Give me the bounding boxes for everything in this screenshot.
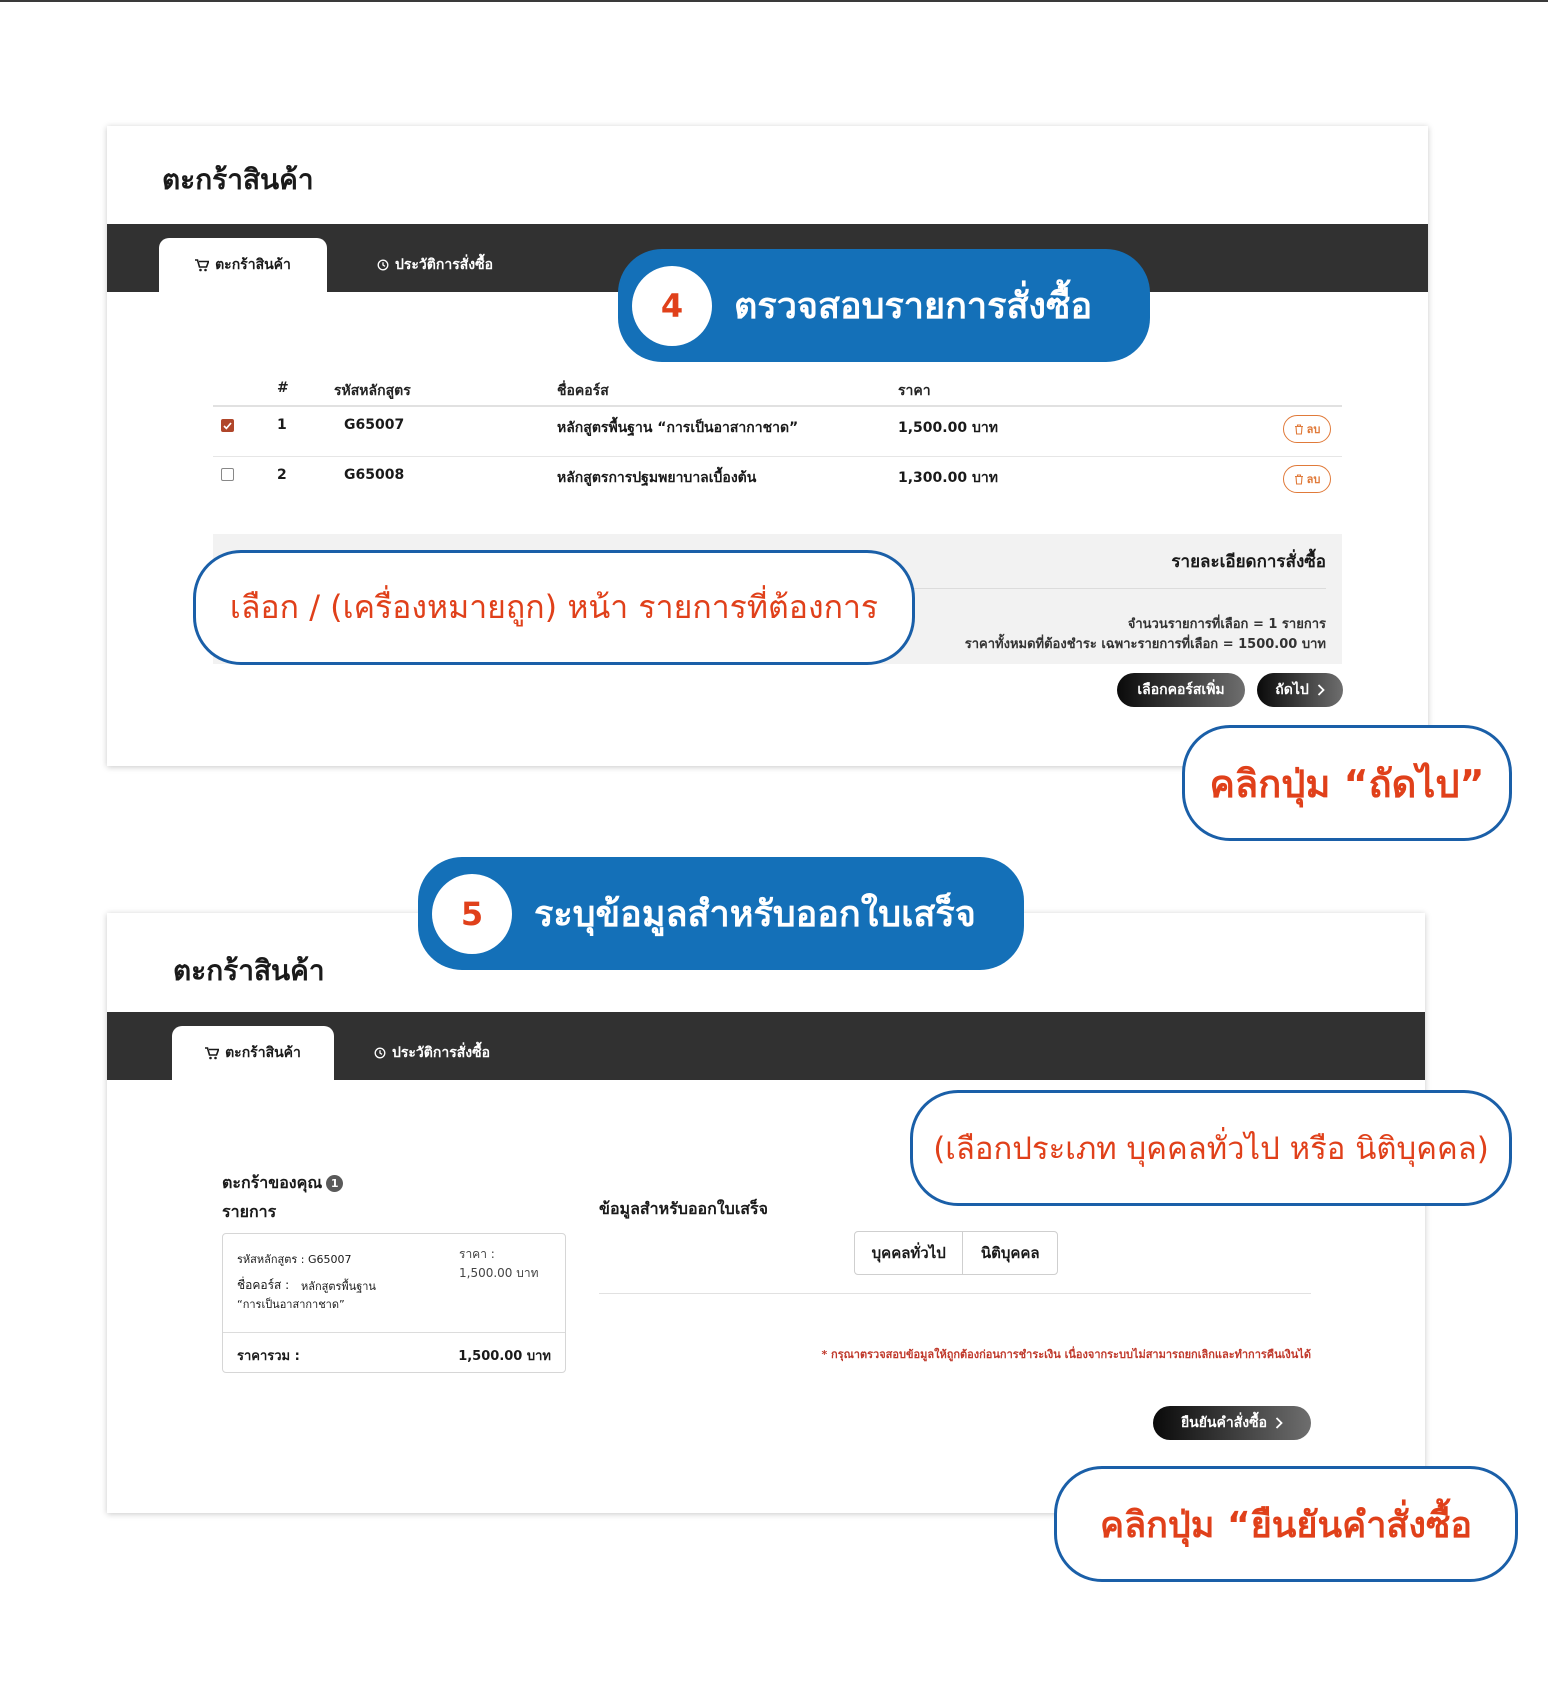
tab-history[interactable] — [365, 238, 505, 292]
step4-label: ตรวจสอบรายการสั่งซื้อ — [734, 286, 1093, 327]
chevron-right-icon — [1317, 684, 1325, 696]
delete-button[interactable] — [1283, 465, 1331, 493]
tab-history[interactable] — [367, 1026, 497, 1080]
history-icon — [374, 1047, 386, 1059]
cart-panel-step5 — [107, 913, 1425, 1513]
next-button[interactable] — [1257, 673, 1343, 707]
total-label: ราคารวม : — [237, 1349, 300, 1364]
summary-divider — [913, 588, 1326, 589]
receipt-type-toggle — [854, 1231, 1058, 1275]
row-course-name: หลักสูตรพื้นฐาน “การเป็นอาสากาชาด” — [557, 420, 799, 436]
cart-count-badge: 1 — [326, 1175, 343, 1192]
receipt-divider — [599, 1293, 1311, 1294]
cart-item-card — [222, 1233, 566, 1373]
row-index: 2 — [277, 467, 287, 483]
check-icon — [223, 422, 232, 430]
add-more-courses-button[interactable] — [1117, 673, 1245, 707]
select-item-callout: เลือก / (เครื่องหมายถูก) หน้า รายการที่ต้องการ — [193, 550, 915, 665]
row-divider — [213, 456, 1342, 457]
confirm-label: ยืนยันคำสั่งซื้อ — [1180, 1415, 1268, 1431]
tab-bar — [107, 1012, 1425, 1080]
tab-cart-label: ตะกร้าสินค้า — [215, 257, 291, 273]
item-price-value: 1,500.00 บาท — [459, 1266, 539, 1280]
cart-icon — [195, 259, 209, 272]
page-title: ตะกร้าสินค้า — [173, 954, 325, 987]
selected-total: ราคาทั้งหมดที่ต้องชำระ เฉพาะรายการที่เลือก = 1500.00 บาท — [964, 637, 1326, 652]
tab-cart[interactable] — [159, 238, 327, 292]
item-name-value-line1: หลักสูตรพื้นฐาน — [301, 1280, 376, 1293]
receipt-type-callout: (เลือกประเภท บุคคลทั่วไป หรือ นิติบุคคล) — [910, 1090, 1512, 1206]
option-individual[interactable]: บุคคลทั่วไป — [871, 1244, 946, 1262]
step5-label: ระบุข้อมูลสำหรับออกใบเสร็จ — [534, 894, 976, 935]
next-label: ถัดไป — [1275, 682, 1309, 698]
history-icon — [377, 259, 389, 271]
chevron-right-icon — [1275, 1417, 1283, 1429]
summary-title: รายละเอียดการสั่งซื้อ — [1171, 552, 1326, 572]
confirm-order-button[interactable] — [1153, 1406, 1311, 1440]
row-index: 1 — [277, 417, 287, 433]
tab-cart-label: ตะกร้าสินค้า — [225, 1045, 301, 1061]
warning-text: * กรุณาตรวจสอบข้อมูลให้ถูกต้องก่อนการชำระเงิน เนื่องจากระบบไม่สามารถยกเลิกและทำการคืนเงินได้ — [821, 1348, 1311, 1361]
add-more-label: เลือกคอร์สเพิ่ม — [1137, 682, 1225, 698]
trash-icon — [1294, 474, 1304, 485]
trash-icon — [1294, 424, 1304, 435]
card-divider — [223, 1332, 565, 1333]
row-price: 1,500.00 บาท — [898, 420, 998, 436]
click-confirm-callout: คลิกปุ่ม “ยืนยันคำสั่งซื้อ — [1054, 1466, 1518, 1582]
step4-callout — [618, 249, 1150, 362]
delete-label: ลบ — [1306, 423, 1321, 436]
page-title: ตะกร้าสินค้า — [162, 163, 314, 196]
row-checkbox-unchecked[interactable] — [221, 468, 234, 481]
selected-count: จำนวนรายการที่เลือก = 1 รายการ — [1127, 617, 1326, 632]
row-code: G65007 — [344, 417, 405, 433]
row-code: G65008 — [344, 467, 405, 483]
row-price: 1,300.00 บาท — [898, 470, 998, 486]
step5-number: 5 — [432, 874, 512, 954]
tab-history-label: ประวัติการสั่งซื้อ — [391, 1045, 491, 1061]
item-code: รหัสหลักสูตร : G65007 — [237, 1253, 352, 1266]
cart-heading — [222, 1171, 343, 1196]
click-next-callout: คลิกปุ่ม “ถัดไป” — [1182, 725, 1512, 841]
col-name-header: ชื่อคอร์ส — [557, 383, 609, 399]
col-index-header: # — [277, 380, 289, 396]
delete-label: ลบ — [1306, 473, 1321, 486]
receipt-heading: ข้อมูลสำหรับออกใบเสร็จ — [599, 1199, 769, 1218]
step5-callout — [418, 857, 1024, 970]
delete-button[interactable] — [1283, 415, 1331, 443]
cart-heading-label: ตะกร้าของคุณ — [222, 1173, 323, 1192]
tab-cart[interactable] — [172, 1026, 334, 1080]
item-name-label: ชื่อคอร์ส : — [237, 1278, 290, 1292]
total-value: 1,500.00 บาท — [458, 1349, 551, 1364]
tab-history-label: ประวัติการสั่งซื้อ — [394, 257, 494, 273]
row-checkbox-checked[interactable] — [221, 419, 234, 432]
cart-icon — [205, 1047, 219, 1060]
item-price-label: ราคา : — [459, 1247, 495, 1261]
item-name-value-line2: “การเป็นอาสากาชาด” — [237, 1298, 345, 1311]
row-course-name: หลักสูตรการปฐมพยาบาลเบื้องต้น — [557, 470, 757, 486]
items-label: รายการ — [222, 1202, 277, 1221]
step4-number: 4 — [632, 266, 712, 346]
option-juristic[interactable]: นิติบุคคล — [962, 1232, 1057, 1274]
cart-panel-step4 — [107, 126, 1428, 766]
col-price-header: ราคา — [898, 383, 931, 399]
table-header-divider — [213, 405, 1342, 407]
top-divider — [0, 0, 1548, 2]
col-code-header: รหัสหลักสูตร — [334, 383, 411, 399]
